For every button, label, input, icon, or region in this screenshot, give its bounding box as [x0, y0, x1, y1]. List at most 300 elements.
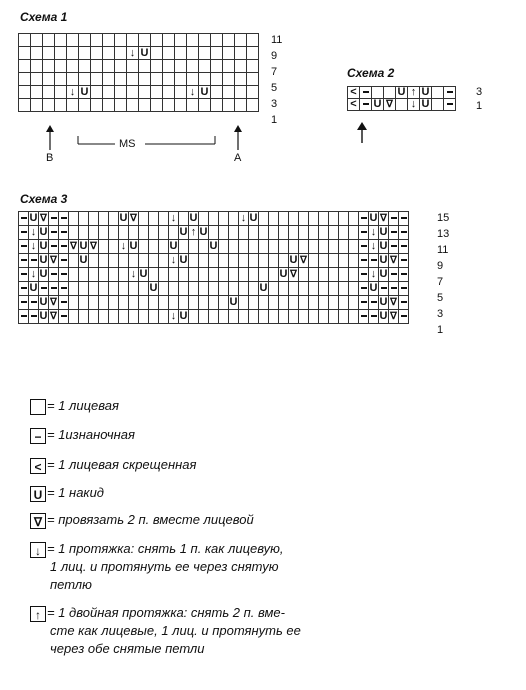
- purl-symbol: [59, 310, 69, 324]
- knit-cell: [89, 268, 99, 282]
- knit-cell: [229, 268, 239, 282]
- knit-cell: [249, 226, 259, 240]
- knit-cell: [269, 282, 279, 296]
- purl-symbol: [389, 240, 399, 254]
- knit-cell: [69, 254, 79, 268]
- knit-cell: [139, 282, 149, 296]
- row-number: 5: [437, 292, 444, 304]
- knit-cell: [249, 254, 259, 268]
- yarn-over-symbol: U: [79, 254, 88, 266]
- purl-symbol: [369, 310, 379, 324]
- purl-symbol: [19, 310, 29, 324]
- crossed-knit-symbol: <: [348, 99, 360, 111]
- knit-cell: [99, 282, 109, 296]
- knit-cell: [89, 310, 99, 324]
- knit-cell: [219, 254, 229, 268]
- purl-symbol: [19, 226, 29, 240]
- knit-cell: [189, 282, 199, 296]
- purl-symbol: [59, 226, 69, 240]
- purl-symbol: [59, 254, 69, 268]
- scheme2-row: [348, 87, 456, 99]
- knit-cell: [299, 226, 309, 240]
- yarn-over-symbol: U: [279, 268, 288, 280]
- knit-cell: [372, 87, 384, 99]
- knit-cell: [309, 310, 319, 324]
- yarn-over-symbol: U: [369, 212, 378, 224]
- knit-cell: [239, 254, 249, 268]
- legend-text: = 1 лицевая: [47, 398, 119, 413]
- knit-cell: [119, 226, 129, 240]
- yarn-over-symbol: U: [189, 212, 198, 224]
- knit-cell: [69, 310, 79, 324]
- purl-symbol: [49, 226, 59, 240]
- slip-down-symbol: ↓: [369, 268, 379, 282]
- knit-cell: [339, 268, 349, 282]
- yarn-over-symbol: U: [420, 87, 432, 99]
- scheme3-row: [19, 226, 409, 240]
- knit-cell: [69, 282, 79, 296]
- knit-cell: [319, 282, 329, 296]
- knit-cell: [239, 268, 249, 282]
- legend-symbol-icon: ↓: [30, 542, 46, 558]
- row-number: 1: [437, 324, 444, 336]
- knit-cell: [159, 268, 169, 282]
- knit-cell: [269, 268, 279, 282]
- knit-cell: [109, 240, 119, 254]
- knit-cell: [109, 212, 119, 226]
- yarn-over-symbol: U: [39, 240, 48, 252]
- knit-cell: [129, 296, 139, 310]
- knit-cell: [219, 268, 229, 282]
- knit-cell: [129, 226, 139, 240]
- knit-cell: [269, 226, 279, 240]
- knit-cell: [309, 240, 319, 254]
- yarn-over-symbol: U: [289, 254, 298, 266]
- slip-down-symbol: ↓: [169, 310, 179, 324]
- knit-cell: [349, 240, 359, 254]
- knit-cell: [179, 282, 189, 296]
- knit-cell: [89, 296, 99, 310]
- yarn-over-symbol: U: [379, 226, 388, 238]
- purl-symbol: [359, 310, 369, 324]
- knit-cell: [239, 310, 249, 324]
- knit-cell: [69, 268, 79, 282]
- knit-cell: [189, 296, 199, 310]
- knit-cell: [209, 226, 219, 240]
- knit-cell: [149, 268, 159, 282]
- purl-symbol: [399, 226, 409, 240]
- knit-cell: [199, 268, 209, 282]
- knit-cell: [99, 212, 109, 226]
- knit-cell: [309, 226, 319, 240]
- knit-cell: [139, 212, 149, 226]
- purl-symbol: [59, 282, 69, 296]
- scheme3-grid: [18, 211, 409, 324]
- knit-cell: [79, 226, 89, 240]
- yarn-over-symbol: U: [179, 226, 188, 238]
- knit-cell: [269, 296, 279, 310]
- yarn-over-symbol: U: [39, 226, 48, 238]
- k2tog-symbol: ∇: [380, 213, 387, 224]
- knit-cell: [89, 226, 99, 240]
- yarn-over-symbol: U: [139, 268, 148, 280]
- knit-cell: [89, 282, 99, 296]
- yarn-over-symbol: U: [379, 254, 388, 266]
- purl-symbol: [59, 240, 69, 254]
- legend-item: [30, 484, 104, 502]
- slip-down-symbol: ↓: [29, 240, 39, 254]
- knit-cell: [319, 310, 329, 324]
- knit-cell: [199, 310, 209, 324]
- knit-cell: [179, 240, 189, 254]
- legend-text: = 1изнаночная: [47, 427, 135, 442]
- knit-cell: [219, 296, 229, 310]
- purl-symbol: [49, 268, 59, 282]
- knit-cell: [269, 212, 279, 226]
- purl-symbol: [359, 254, 369, 268]
- knit-cell: [109, 254, 119, 268]
- legend-item: [30, 426, 135, 444]
- row-number: 3: [476, 86, 483, 98]
- knit-cell: [319, 254, 329, 268]
- knit-cell: [329, 226, 339, 240]
- row-number: 1: [271, 114, 278, 126]
- knit-cell: [209, 310, 219, 324]
- knit-cell: [329, 268, 339, 282]
- knit-cell: [99, 254, 109, 268]
- knit-cell: [69, 226, 79, 240]
- purl-symbol: [19, 240, 29, 254]
- knit-cell: [349, 310, 359, 324]
- knit-cell: [329, 296, 339, 310]
- slip-down-symbol: ↓: [187, 86, 199, 99]
- purl-symbol: [369, 296, 379, 310]
- legend-symbol-icon: −: [30, 428, 46, 444]
- knit-cell: [129, 282, 139, 296]
- knit-cell: [339, 226, 349, 240]
- purl-symbol: [59, 296, 69, 310]
- k2tog-symbol: ∇: [90, 241, 97, 252]
- knit-cell: [239, 226, 249, 240]
- knit-cell: [396, 99, 408, 111]
- purl-symbol: [359, 226, 369, 240]
- knit-cell: [149, 254, 159, 268]
- knit-cell: [79, 268, 89, 282]
- knit-cell: [159, 310, 169, 324]
- scheme3-row: [19, 254, 409, 268]
- knit-cell: [309, 282, 319, 296]
- legend-item: [30, 604, 301, 658]
- row-number: 3: [437, 308, 444, 320]
- legend-symbol-icon: [30, 399, 46, 415]
- knit-cell: [249, 310, 259, 324]
- knit-cell: [149, 212, 159, 226]
- knit-cell: [159, 254, 169, 268]
- purl-symbol: [19, 282, 29, 296]
- knit-cell: [329, 282, 339, 296]
- knit-cell: [149, 310, 159, 324]
- row-number: 9: [271, 50, 278, 62]
- knit-cell: [259, 254, 269, 268]
- knit-cell: [309, 212, 319, 226]
- double-slip-symbol: ↑: [408, 87, 420, 99]
- purl-symbol: [359, 240, 369, 254]
- purl-symbol: [399, 240, 409, 254]
- yarn-over-symbol: U: [149, 282, 158, 294]
- purl-symbol: [29, 254, 39, 268]
- knit-cell: [199, 296, 209, 310]
- knit-cell: [129, 310, 139, 324]
- k2tog-symbol: ∇: [390, 255, 397, 266]
- knit-cell: [289, 226, 299, 240]
- knit-cell: [79, 212, 89, 226]
- knit-cell: [199, 282, 209, 296]
- yarn-over-symbol: U: [249, 212, 258, 224]
- knit-cell: [319, 240, 329, 254]
- knit-cell: [99, 240, 109, 254]
- row-number: 3: [271, 98, 278, 110]
- knit-cell: [169, 296, 179, 310]
- row-number: 5: [271, 82, 278, 94]
- yarn-over-symbol: U: [379, 268, 388, 280]
- knit-cell: [89, 212, 99, 226]
- crossed-knit-symbol: <: [348, 87, 360, 99]
- purl-symbol: [49, 212, 59, 226]
- knit-cell: [239, 282, 249, 296]
- knit-cell: [329, 240, 339, 254]
- scheme3-row: [19, 268, 409, 282]
- knit-cell: [119, 268, 129, 282]
- row-number: 7: [437, 276, 444, 288]
- row-number: 7: [271, 66, 278, 78]
- k2tog-symbol: ∇: [130, 213, 137, 224]
- slip-down-symbol: ↓: [129, 268, 139, 282]
- knit-cell: [319, 212, 329, 226]
- knit-cell: [309, 296, 319, 310]
- knit-cell: [159, 240, 169, 254]
- knit-cell: [299, 268, 309, 282]
- yarn-over-symbol: U: [29, 212, 38, 224]
- legend-item: [30, 511, 254, 529]
- purl-symbol: [19, 296, 29, 310]
- purl-symbol: [29, 310, 39, 324]
- knit-cell: [109, 268, 119, 282]
- slip-down-symbol: ↓: [369, 240, 379, 254]
- yarn-over-symbol: U: [39, 296, 48, 308]
- knit-cell: [229, 212, 239, 226]
- knit-cell: [119, 310, 129, 324]
- legend-text: = 1 лицевая скрещенная: [47, 457, 197, 472]
- knit-cell: [269, 240, 279, 254]
- yarn-over-symbol: U: [179, 254, 188, 266]
- purl-symbol: [444, 87, 456, 99]
- knit-cell: [209, 296, 219, 310]
- knit-cell: [329, 254, 339, 268]
- knit-cell: [209, 254, 219, 268]
- yarn-over-symbol: U: [369, 282, 378, 294]
- purl-symbol: [389, 226, 399, 240]
- yarn-over-symbol: U: [79, 86, 91, 99]
- knit-cell: [179, 212, 189, 226]
- knit-cell: [69, 296, 79, 310]
- legend-text: = 1 двойная протяжка: снять 2 п. вме-: [47, 605, 285, 620]
- purl-symbol: [359, 282, 369, 296]
- knit-cell: [99, 226, 109, 240]
- k2tog-symbol: ∇: [50, 297, 57, 308]
- knit-cell: [432, 87, 444, 99]
- knit-cell: [199, 240, 209, 254]
- knit-cell: [159, 226, 169, 240]
- yarn-over-symbol: U: [229, 296, 238, 308]
- knit-cell: [259, 310, 269, 324]
- knit-cell: [109, 296, 119, 310]
- knit-cell: [119, 282, 129, 296]
- legend-item: [30, 397, 119, 415]
- legend-text-continued: петлю: [50, 577, 92, 592]
- knit-cell: [199, 254, 209, 268]
- purl-symbol: [19, 254, 29, 268]
- knit-cell: [319, 296, 329, 310]
- row-number: 13: [437, 228, 450, 240]
- knit-cell: [339, 282, 349, 296]
- knit-cell: [309, 254, 319, 268]
- knit-cell: [179, 296, 189, 310]
- knit-cell: [339, 240, 349, 254]
- yarn-over-symbol: U: [396, 87, 408, 99]
- knit-cell: [299, 282, 309, 296]
- yarn-over-symbol: U: [259, 282, 268, 294]
- knit-cell: [99, 310, 109, 324]
- knit-cell: [279, 240, 289, 254]
- yarn-over-symbol: U: [39, 310, 48, 322]
- knit-cell: [169, 226, 179, 240]
- knit-cell: [229, 254, 239, 268]
- slip-down-symbol: ↓: [239, 212, 249, 226]
- knit-cell: [219, 240, 229, 254]
- yarn-over-symbol: U: [79, 240, 88, 252]
- knit-cell: [229, 226, 239, 240]
- legend-text-continued: через обе снятые петли: [50, 641, 205, 656]
- scheme3-row: [19, 310, 409, 324]
- knit-cell: [289, 296, 299, 310]
- knit-cell: [279, 310, 289, 324]
- knit-cell: [229, 282, 239, 296]
- purl-symbol: [359, 268, 369, 282]
- purl-symbol: [389, 212, 399, 226]
- knit-cell: [269, 310, 279, 324]
- knit-cell: [179, 268, 189, 282]
- knit-cell: [349, 212, 359, 226]
- knit-cell: [329, 310, 339, 324]
- row-number: 9: [437, 260, 444, 272]
- legend-text-continued: 1 лиц. и протянуть ее через снятую: [50, 559, 279, 574]
- knit-cell: [229, 240, 239, 254]
- legend-item: [30, 540, 284, 594]
- knit-cell: [109, 282, 119, 296]
- knit-cell: [249, 296, 259, 310]
- knit-cell: [299, 310, 309, 324]
- knit-cell: [349, 226, 359, 240]
- knit-cell: [339, 296, 349, 310]
- k2tog-symbol: ∇: [290, 269, 297, 280]
- knit-cell: [79, 282, 89, 296]
- purl-symbol: [444, 99, 456, 111]
- knit-cell: [189, 268, 199, 282]
- knit-cell: [139, 240, 149, 254]
- knit-cell: [149, 226, 159, 240]
- knit-cell: [69, 212, 79, 226]
- purl-symbol: [39, 282, 49, 296]
- slip-down-symbol: ↓: [127, 47, 139, 60]
- yarn-over-symbol: U: [29, 282, 38, 294]
- yarn-over-symbol: U: [379, 240, 388, 252]
- knit-cell: [259, 226, 269, 240]
- yarn-over-symbol: U: [209, 240, 218, 252]
- scheme3-row: [19, 296, 409, 310]
- purl-symbol: [59, 268, 69, 282]
- knit-cell: [119, 254, 129, 268]
- knit-cell: [279, 254, 289, 268]
- knit-cell: [169, 268, 179, 282]
- purl-symbol: [379, 282, 389, 296]
- knit-cell: [139, 310, 149, 324]
- slip-down-symbol: ↓: [169, 212, 179, 226]
- slip-down-symbol: ↓: [119, 240, 129, 254]
- scheme3-row: [19, 282, 409, 296]
- knit-cell: [99, 296, 109, 310]
- knit-cell: [199, 212, 209, 226]
- knit-cell: [239, 296, 249, 310]
- knit-cell: [159, 282, 169, 296]
- knit-cell: [339, 310, 349, 324]
- purl-symbol: [49, 240, 59, 254]
- slip-down-symbol: ↓: [369, 226, 379, 240]
- label-a: A: [234, 152, 242, 164]
- row-number: 15: [437, 212, 450, 224]
- row-number: 11: [437, 244, 449, 256]
- knit-cell: [139, 254, 149, 268]
- k2tog-symbol: ∇: [300, 255, 307, 266]
- purl-symbol: [359, 212, 369, 226]
- legend-item: [30, 456, 196, 474]
- slip-down-symbol: ↓: [67, 86, 79, 99]
- label-b: B: [46, 152, 54, 164]
- legend-symbol-icon: ↑: [30, 606, 46, 622]
- knit-cell: [349, 296, 359, 310]
- knit-cell: [109, 226, 119, 240]
- scheme1-title: Схема 1: [20, 10, 68, 24]
- purl-symbol: [389, 268, 399, 282]
- purl-symbol: [19, 212, 29, 226]
- knit-cell: [219, 310, 229, 324]
- knit-cell: [109, 310, 119, 324]
- knit-cell: [249, 240, 259, 254]
- knit-cell: [299, 296, 309, 310]
- knit-cell: [259, 296, 269, 310]
- knit-cell: [239, 240, 249, 254]
- k2tog-symbol: ∇: [50, 255, 57, 266]
- k2tog-symbol: ∇: [70, 241, 77, 252]
- purl-symbol: [359, 296, 369, 310]
- knit-cell: [169, 282, 179, 296]
- knit-cell: [269, 254, 279, 268]
- knit-cell: [189, 240, 199, 254]
- knit-cell: [339, 254, 349, 268]
- legend-symbol-icon: ∇: [30, 513, 46, 529]
- knit-cell: [89, 254, 99, 268]
- purl-symbol: [29, 296, 39, 310]
- knit-cell: [149, 240, 159, 254]
